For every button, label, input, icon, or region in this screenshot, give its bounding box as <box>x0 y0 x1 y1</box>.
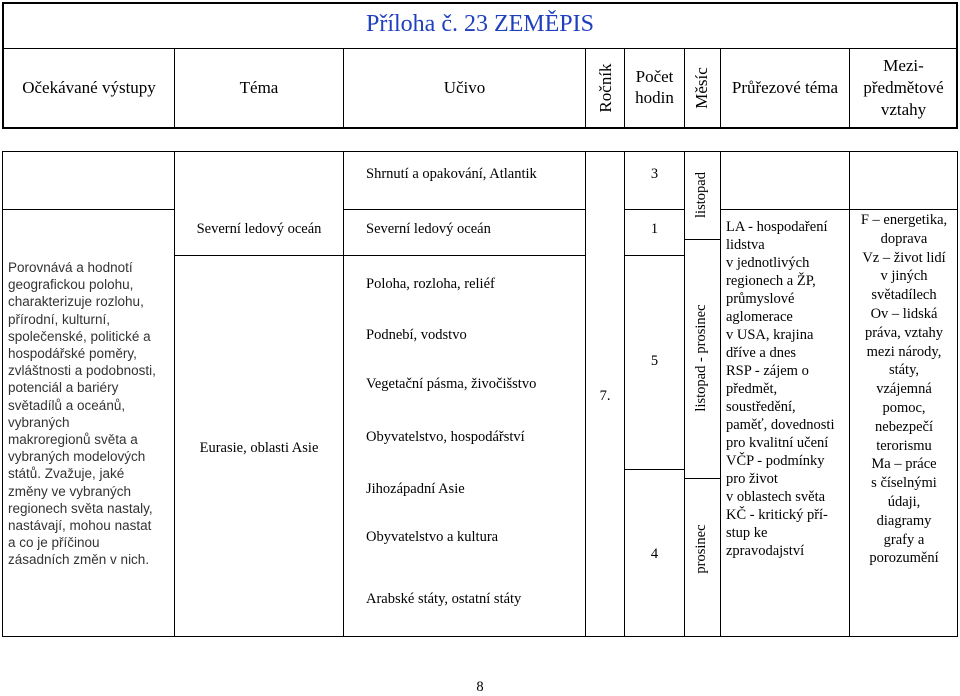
hodin-1: 1 <box>650 221 659 237</box>
mesic-listopad: listopad <box>693 172 709 218</box>
mezi-line: Vz – život lidí <box>862 249 946 266</box>
prurezove-line: stup ke <box>726 525 768 541</box>
page-title: Příloha č. 23 ZEMĚPIS <box>366 11 594 37</box>
prurezove-line: pro kvalitní učení <box>726 435 829 451</box>
prurezove-line: v oblastech světa <box>726 489 826 505</box>
hodin-5: 5 <box>650 353 659 369</box>
mezi-line: v jiných <box>880 268 928 285</box>
vystupy-line: světadílů a oceánů, <box>8 397 126 413</box>
mezi-line: pomoc, <box>882 399 926 416</box>
prurezove-line: dříve a dnes <box>726 345 797 361</box>
ucivo-obyvatelstvo-kultura: Obyvatelstvo a kultura <box>366 529 499 545</box>
mezi-line: světadílech <box>871 287 937 304</box>
mezi-line: Ov – lidská <box>870 305 938 322</box>
prurezove-line: RSP - zájem o <box>726 363 809 379</box>
header-vystupy: Očekávané výstupy <box>22 78 156 97</box>
vystupy-line: Porovnává a hodnotí <box>8 260 133 275</box>
vystupy-line: vybraných modelových <box>8 449 146 465</box>
prurezove-line: lidstva <box>726 237 765 253</box>
tema-ocean: Severní ledový oceán <box>196 221 322 237</box>
prurezove-line: soustředění, <box>726 399 796 415</box>
prurezove-line: průmyslové <box>726 291 795 307</box>
vystupy-line: geografickou polohu, <box>8 277 134 293</box>
prurezove-line: regionech a ŽP, <box>726 273 816 289</box>
rocnik-value: 7. <box>599 388 611 404</box>
prurezove-line: VČP - podmínky <box>726 453 825 469</box>
hodin-4: 4 <box>650 546 659 562</box>
prurezove-line: v jednotlivých <box>726 255 810 271</box>
mezi-line: porozumění <box>869 550 939 567</box>
vystupy-line: vybraných <box>8 414 70 430</box>
vystupy-line: nastávají, mohou nastat <box>8 518 152 534</box>
vystupy-line: a co je příčinou <box>8 535 100 551</box>
ucivo-obyvatelstvo-hosp: Obyvatelstvo, hospodářství <box>366 429 525 445</box>
header-tema: Téma <box>239 78 279 97</box>
mezi-line: doprava <box>880 230 928 247</box>
mezi-text <box>852 211 956 568</box>
header-rocnik: Ročník <box>596 63 615 113</box>
vystupy-line: států. Zvažuje, jaké <box>8 466 125 482</box>
mezi-line: nebezpečí <box>875 418 933 435</box>
ucivo-arabske: Arabské státy, ostatní státy <box>366 591 522 607</box>
header-ucivo: Učivo <box>443 78 486 97</box>
mezi-line: F – energetika, <box>860 212 948 228</box>
header-mezi-line1: Mezi- <box>883 56 924 75</box>
vystupy-line: potenciál a bariéry <box>8 380 119 396</box>
hodin-3: 3 <box>650 166 659 182</box>
prurezove-line: pro život <box>726 471 778 487</box>
mezi-line: údaji, <box>887 493 921 510</box>
prurezove-line: LA - hospodaření <box>726 219 828 235</box>
ucivo-vegetacni: Vegetační pásma, živočišstvo <box>366 376 537 392</box>
prurezove-line: předmět, <box>726 381 778 397</box>
vystupy-line: zásadních změn v nich. <box>8 552 150 568</box>
vystupy-line: společenské, politické a <box>8 328 151 344</box>
header-mesic: Měsíc <box>692 67 711 109</box>
vystupy-line: přírodní, kulturní, <box>8 311 111 327</box>
prurezove-line: aglomerace <box>726 309 793 325</box>
vystupy-line: změny ve vybraných <box>8 483 132 499</box>
mezi-line: práva, vztahy <box>864 324 944 341</box>
prurezove-text <box>726 218 848 560</box>
mezi-line: Ma – práce <box>871 456 937 473</box>
mezi-line: diagramy <box>876 512 932 529</box>
prurezove-line: v USA, krajina <box>726 327 814 343</box>
header-pocet-line1: Počet <box>635 67 674 86</box>
header-pocet-line2: hodin <box>635 88 674 107</box>
mesic-listopad-prosinec: listopad - prosinec <box>693 304 709 412</box>
vystupy-line: regionech světa nastaly, <box>8 500 153 516</box>
header-mezi-line3: vztahy <box>880 100 927 119</box>
mesic-prosinec: prosinec <box>693 524 709 574</box>
prurezove-line: paměť, dovednosti <box>726 417 835 433</box>
mezi-line: státy, <box>888 362 920 379</box>
header-prurezove: Průřezové téma <box>731 78 839 97</box>
ucivo-jihozapadni: Jihozápadní Asie <box>366 481 465 497</box>
tema-eurasie: Eurasie, oblasti Asie <box>199 440 319 456</box>
mezi-line: vzájemná <box>876 381 932 398</box>
ucivo-podnebi: Podnebí, vodstvo <box>366 327 467 343</box>
mezi-line: s číselnými <box>871 475 937 492</box>
mezi-line: terorismu <box>876 437 932 454</box>
prurezove-line: zpravodajství <box>726 543 805 559</box>
vystupy-line: charakterizuje rozlohu, <box>8 294 144 310</box>
prurezove-line: KČ - kritický pří- <box>726 507 828 523</box>
header-mezi-line2: předmětové <box>863 78 944 97</box>
vystupy-line: makroregionů světa a <box>8 432 138 448</box>
page-number: 8 <box>476 679 484 695</box>
vystupy-line: hospodářské poměry, <box>8 346 137 362</box>
ucivo-poloha: Poloha, rozloha, reliéf <box>366 276 495 292</box>
vystupy-line: zvláštnosti a podobnosti, <box>8 363 156 379</box>
mezi-line: grafy a <box>883 531 925 548</box>
vystupy-text <box>8 259 172 569</box>
ucivo-severni: Severní ledový oceán <box>366 221 491 237</box>
mezi-line: mezi národy, <box>866 343 942 360</box>
ucivo-shrnuti: Shrnutí a opakování, Atlantik <box>366 166 537 182</box>
